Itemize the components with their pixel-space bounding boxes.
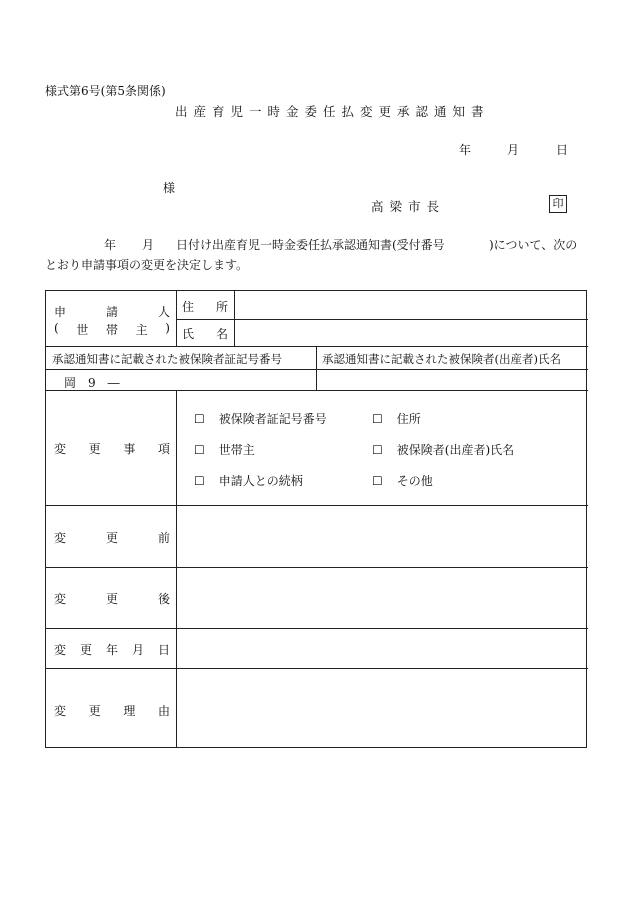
option-address[interactable]: ☐ 住所 — [372, 412, 421, 426]
change-reason-label: 変 更 理 由 — [54, 704, 170, 718]
body-line1-main: 日付け出産育児一時金委任払承認通知書(受付番号 — [176, 238, 445, 252]
change-items-label: 変 更 事 項 — [54, 442, 170, 456]
insured-name-field[interactable] — [317, 370, 587, 389]
checkbox-icon[interactable]: ☐ — [194, 474, 205, 488]
change-date-field[interactable] — [177, 629, 587, 667]
name-field[interactable] — [235, 320, 587, 345]
checkbox-icon[interactable]: ☐ — [372, 443, 383, 457]
option-household-head[interactable]: ☐ 世帯主 — [194, 443, 255, 457]
addressee-suffix: 様 — [163, 181, 176, 195]
household-head-label: ( 世 帯 主 ) — [54, 321, 170, 337]
checkbox-icon[interactable]: ☐ — [372, 474, 383, 488]
applicant-label: 申 請 人 — [54, 305, 170, 319]
insured-number-header: 承認通知書に記載された被保険者証記号番号 — [52, 352, 282, 366]
insured-name-header: 承認通知書に記載された被保険者(出産者)氏名 — [322, 352, 561, 366]
date-month: 月 — [507, 143, 520, 157]
body-year: 年 — [104, 238, 117, 252]
after-change-label: 変 更 後 — [54, 592, 170, 606]
date-year: 年 — [459, 143, 472, 157]
change-form-table — [45, 290, 587, 748]
name-label: 氏 名 — [182, 327, 228, 341]
option-insured-name[interactable]: ☐ 被保険者(出産者)氏名 — [372, 443, 515, 457]
address-label: 住 所 — [182, 300, 228, 314]
insured-number-field[interactable] — [136, 370, 315, 389]
checkbox-icon[interactable]: ☐ — [194, 443, 205, 457]
before-change-field[interactable] — [177, 506, 587, 566]
before-change-label: 変 更 前 — [54, 531, 170, 545]
document-title: 出産育児一時金委任払変更承認通知書 — [175, 104, 490, 119]
insured-number-prefix: 岡 9 ― — [64, 376, 120, 390]
date-day: 日 — [556, 143, 569, 157]
address-field[interactable] — [235, 292, 587, 318]
option-other[interactable]: ☐ その他 — [372, 474, 433, 488]
body-line1-tail: )について、次の — [489, 238, 578, 252]
change-reason-field[interactable] — [177, 669, 587, 747]
seal-stamp: 印 — [549, 195, 567, 213]
body-month: 月 — [142, 238, 155, 252]
checkbox-icon[interactable]: ☐ — [194, 412, 205, 426]
issuer-name: 高梁市長 — [371, 199, 446, 214]
after-change-field[interactable] — [177, 568, 587, 627]
body-line2: とおり申請事項の変更を決定します。 — [45, 258, 249, 272]
form-number: 様式第6号(第5条関係) — [45, 84, 166, 98]
option-relationship[interactable]: ☐ 申請人との続柄 — [194, 474, 303, 488]
change-date-label: 変 更 年 月 日 — [54, 643, 170, 657]
checkbox-icon[interactable]: ☐ — [372, 412, 383, 426]
option-insured-number[interactable]: ☐ 被保険者証記号番号 — [194, 412, 327, 426]
